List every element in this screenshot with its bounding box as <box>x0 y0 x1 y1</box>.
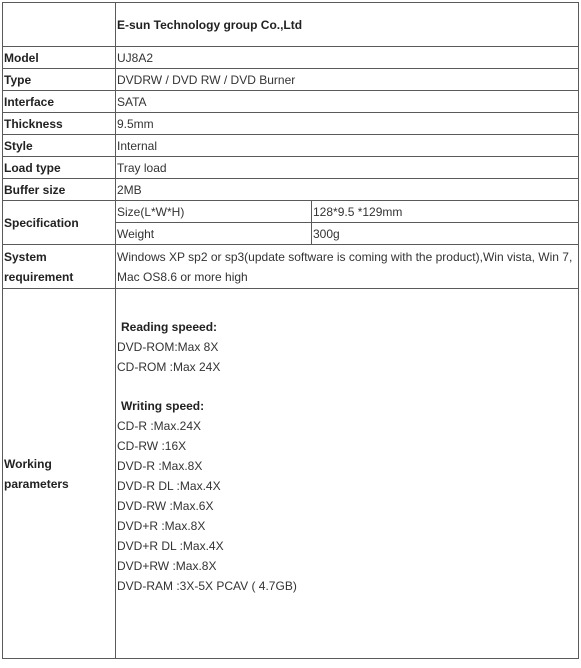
specification-row <box>3 201 579 223</box>
weight-value: 300g <box>312 223 579 245</box>
specification-label: Specification <box>3 201 116 245</box>
system-label-line2: requirement <box>4 269 74 284</box>
row-value: Internal <box>116 135 579 157</box>
row-label: Model <box>3 47 116 69</box>
working-parameters <box>117 289 577 596</box>
table-row <box>3 113 579 135</box>
writing-item: DVD+R :Max.8X <box>117 519 206 533</box>
writing-item: DVD-RW :Max.6X <box>117 499 214 513</box>
writing-item: CD-RW :16X <box>117 439 187 453</box>
table-row <box>3 135 579 157</box>
reading-item: CD-ROM :Max 24X <box>117 360 221 374</box>
row-value: SATA <box>116 91 579 113</box>
working-label <box>3 289 116 659</box>
working-value <box>116 289 579 659</box>
working-row <box>3 289 579 659</box>
row-label: Load type <box>3 157 116 179</box>
table-row <box>3 69 579 91</box>
reading-item: DVD-ROM:Max 8X <box>117 340 219 354</box>
writing-item: DVD+R DL :Max.4X <box>117 539 224 553</box>
system-label <box>3 245 116 289</box>
system-line2: Mac OS8.6 or more high <box>117 269 248 284</box>
row-label: Interface <box>3 91 116 113</box>
working-label-line1: Working <box>4 456 52 471</box>
writing-title: Writing speed: <box>121 399 205 413</box>
system-row <box>3 245 579 289</box>
working-label-line2: parameters <box>4 476 69 491</box>
row-value: Tray load <box>116 157 579 179</box>
row-label: Thickness <box>3 113 116 135</box>
writing-item: DVD+RW :Max.8X <box>117 559 217 573</box>
system-label-line1: System <box>4 249 47 264</box>
row-value: UJ8A2 <box>116 47 579 69</box>
row-label: Type <box>3 69 116 91</box>
row-value: 9.5mm <box>116 113 579 135</box>
reading-title: Reading speeed: <box>121 320 218 334</box>
row-label: Buffer size <box>3 179 116 201</box>
system-value <box>116 245 579 289</box>
writing-item: DVD-R DL :Max.4X <box>117 479 221 493</box>
company-title: E-sun Technology group Co.,Ltd <box>116 3 579 47</box>
table-row <box>3 91 579 113</box>
spec-table <box>2 2 579 659</box>
table-row <box>3 157 579 179</box>
system-line1: Windows XP sp2 or sp3(update software is coming with the product),Win vista, Win 7, <box>117 249 573 264</box>
header-row <box>3 3 579 47</box>
header-empty-cell <box>3 3 116 47</box>
table-row <box>3 179 579 201</box>
size-value: 128*9.5 *129mm <box>312 201 579 223</box>
row-value: DVDRW / DVD RW / DVD Burner <box>116 69 579 91</box>
row-label: Style <box>3 135 116 157</box>
size-label: Size(L*W*H) <box>116 201 312 223</box>
writing-item: CD-R :Max.24X <box>117 419 202 433</box>
writing-item: DVD-RAM :3X-5X PCAV ( 4.7GB) <box>117 579 297 593</box>
weight-label: Weight <box>116 223 312 245</box>
writing-item: DVD-R :Max.8X <box>117 459 203 473</box>
table-row <box>3 47 579 69</box>
row-value: 2MB <box>116 179 579 201</box>
